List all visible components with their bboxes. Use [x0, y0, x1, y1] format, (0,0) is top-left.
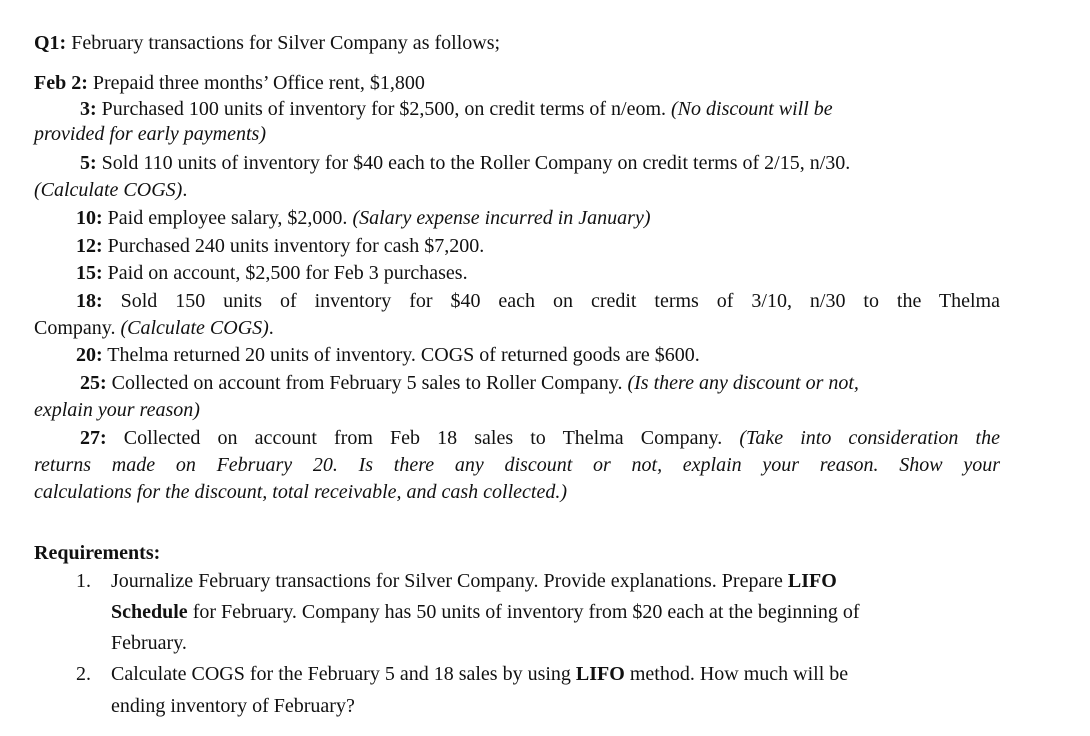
transaction-note: (Is there any discount or not,: [627, 372, 859, 394]
transaction-text: Purchased 100 units of inventory for $2,500, on credit terms of n/eom.: [96, 98, 672, 120]
transaction-feb-5-cont: (Calculate COGS).: [34, 179, 188, 201]
transaction-text: Prepaid three months’ Office rent, $1,800: [87, 72, 425, 94]
transaction-day: 25:: [80, 372, 107, 394]
transaction-day: 15:: [76, 262, 103, 284]
requirements-heading: Requirements:: [34, 542, 161, 564]
transaction-text: Collected on account from Feb 18 sales to Thelma Company.: [106, 427, 740, 449]
requirement-line: February.: [111, 632, 187, 654]
requirement-line: Schedule for February. Company has 50 units of inventory from $20 each at the beginning of: [111, 601, 860, 623]
transaction-text: Purchased 240 units inventory for cash $7,200.: [102, 235, 485, 257]
requirement-line: Calculate COGS for the February 5 and 18 sales by using LIFO method. How much will be: [111, 663, 849, 685]
transaction-day: 20:: [76, 344, 103, 366]
transaction-feb-12: [76, 236, 484, 256]
transaction-note: (Take into consideration the: [739, 427, 1000, 449]
transaction-text: Sold 150 units of inventory for $40 each on credit terms of 3/10, n/30 to the Thelma: [102, 290, 1000, 312]
transaction-note: (Calculate COGS): [34, 179, 183, 201]
transaction-note: returns made on February 20. Is there any discount or not, explain your reason. Show your: [34, 454, 1000, 476]
transaction-feb-25: [80, 373, 859, 393]
requirement-line: ending inventory of February?: [111, 695, 355, 717]
transaction-text: Paid employee salary, $2,000.: [102, 207, 353, 229]
transaction-feb-27: [80, 428, 1000, 448]
transaction-day: Feb 2:: [34, 72, 88, 94]
transaction-feb-27-cont2: [34, 482, 567, 502]
transaction-note: (Salary expense incurred in January): [352, 207, 651, 229]
question-label: Q1:: [34, 32, 67, 54]
transaction-text: Collected on account from February 5 sales to Roller Company.: [106, 372, 628, 394]
transaction-feb-18: [76, 291, 1000, 311]
transaction-feb-2: [34, 73, 425, 93]
transaction-feb-5: [80, 153, 850, 173]
transaction-text: Thelma returned 20 units of inventory. COGS of returned goods are $600.: [102, 344, 700, 366]
transaction-feb-3-cont: [34, 124, 266, 144]
transaction-feb-20: [76, 345, 700, 365]
transaction-note: explain your reason): [34, 399, 200, 421]
requirement-line: Journalize February transactions for Silver Company. Provide explanations. Prepare LIFO: [111, 570, 837, 592]
transaction-feb-18-cont: Company. (Calculate COGS).: [34, 317, 274, 339]
requirement-number: 2.: [76, 663, 91, 685]
transaction-feb-3: [80, 99, 833, 119]
question-text: February transactions for Silver Company as follows;: [66, 32, 501, 54]
transaction-feb-10: [76, 208, 651, 228]
transaction-day: 10:: [76, 207, 103, 229]
transaction-day: 3:: [80, 98, 97, 120]
transaction-text: Sold 110 units of inventory for $40 each to the Roller Company on credit terms of 2/15, n/30.: [96, 152, 851, 174]
transaction-note: (No discount will be: [671, 98, 833, 120]
transaction-feb-15: [76, 263, 468, 283]
transaction-day: 18:: [76, 290, 103, 312]
transaction-note: calculations for the discount, total receivable, and cash collected.): [34, 481, 568, 503]
question-title: [34, 33, 500, 53]
transaction-note: provided for early payments): [34, 123, 266, 145]
transaction-feb-25-cont: [34, 400, 200, 420]
requirement-number: 1.: [76, 570, 91, 592]
transaction-note: (Calculate COGS): [120, 317, 269, 339]
transaction-day: 5:: [80, 152, 97, 174]
transaction-day: 27:: [80, 427, 107, 449]
transaction-day: 12:: [76, 235, 103, 257]
transaction-feb-27-cont: [34, 455, 1000, 475]
transaction-text: Paid on account, $2,500 for Feb 3 purchases.: [102, 262, 468, 284]
